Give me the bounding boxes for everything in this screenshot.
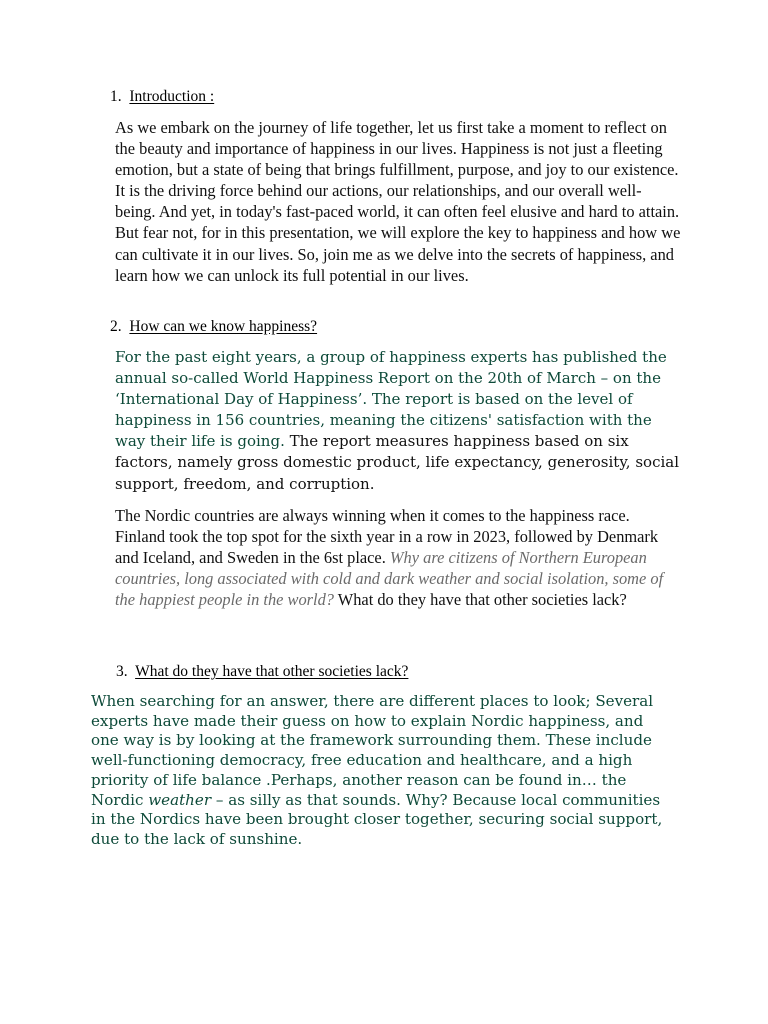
framework-text-start: When searching for an answer, there are different places to look; Several experts have made their guess on how to explain Nordic happiness, and one way is by looking at the framework surrounding them. These include well-functioning democracy, free education and healthcare, and a high priority of life balance .Perhaps, another reason can be found in… the Nordic xyxy=(91,692,654,809)
section-2-number: 2. xyxy=(110,318,122,335)
framework-text-end: – as silly as that sounds. Why? Because local communities in the Nordics have been brought closer together, securing social support, due to the lack of sunshine. xyxy=(91,790,663,848)
happiness-report-black-text: The report measures happiness based on six factors, namely gross domestic product, life expectancy, generosity, social support, freedom, and corruption. xyxy=(115,432,680,493)
nordic-italic-question: Why are citizens of Northern European countries, long associated with cold and dark weather and social isolation, some of the happiest people in the world? xyxy=(115,548,664,610)
section-1-heading xyxy=(110,87,214,107)
section-3-title: What do they have that other societies lack? xyxy=(135,663,409,680)
section-2-heading xyxy=(110,317,317,337)
framework-italic-weather: weather xyxy=(148,790,212,809)
section-3-number: 3. xyxy=(116,663,128,680)
section-1-title: Introduction : xyxy=(129,88,215,105)
nordic-tail-text: What do they have that other societies lack? xyxy=(333,590,627,610)
section-3-heading xyxy=(116,662,408,682)
section-1-number: 1. xyxy=(110,88,122,105)
happiness-report-paragraph xyxy=(115,347,681,495)
nordic-framework-paragraph xyxy=(91,692,675,850)
nordic-countries-paragraph xyxy=(115,505,681,610)
nordic-plain-text: The Nordic countries are always winning when it comes to the happiness race. Finland took the top spot for the sixth year in a row in 2023, followed by Denmark and Iceland, and Sweden in the 6st place. xyxy=(115,506,659,568)
happiness-report-green-text: For the past eight years, a group of happiness experts has published the annual so-called World Happiness Report on the 20th of March – on the ‘International Day of Happiness’. The report is based on the level of happiness in 156 countries, meaning the citizens' satisfaction with the way their life is going. xyxy=(115,348,667,451)
introduction-paragraph: As we embark on the journey of life together, let us first take a moment to reflect on the beauty and importance of happiness in our lives. Happiness is not just a fleeting emotion, but a state of being that brings fulfillment, purpose, and joy to our existence. It is the driving force behind our actions, our relationships, and our overall well-being. And yet, in today's fast-paced world, it can often feel elusive and hard to attain. But fear not, for in this presentation, we will explore the key to happiness and how we can cultivate it in our lives. So, join me as we delve into the secrets of happiness, and learn how we can unlock its full potential in our lives. xyxy=(115,118,681,285)
section-2-title: How can we know happiness? xyxy=(129,318,318,335)
